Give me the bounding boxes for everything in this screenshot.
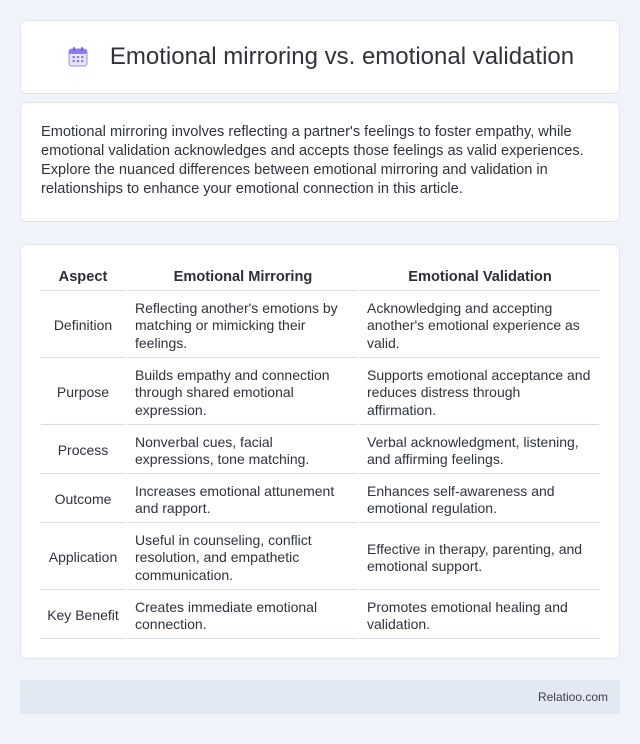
page-title: Emotional mirroring vs. emotional validation: [109, 43, 575, 70]
intro-paragraph: Emotional mirroring involves reflecting a partner's feelings to foster empathy, while emotional validation acknowledges and accepts those feelings as valid experiences. Explore the nuanced differences between emotional mirroring and validation in relationships to enhance your emotional connection in this article.: [41, 124, 584, 197]
title-card: [20, 20, 620, 94]
comparison-card: [20, 244, 620, 659]
table-row: [41, 358, 599, 425]
table-row: [41, 291, 599, 358]
aspect-cell: Purpose: [41, 358, 125, 425]
validation-cell: Enhances self-awareness and emotional regulation.: [357, 474, 599, 523]
table-row: [41, 474, 599, 523]
aspect-cell: Application: [41, 523, 125, 590]
table-row: [41, 425, 599, 474]
table-header-row: [41, 263, 599, 291]
mirroring-cell: Increases emotional attunement and rapport.: [125, 474, 357, 523]
calendar-icon: [66, 45, 90, 69]
comparison-table: [41, 263, 599, 639]
mirroring-cell: Builds empathy and connection through shared emotional expression.: [125, 358, 357, 425]
table-row: [41, 590, 599, 639]
table-row: [41, 523, 599, 590]
validation-cell: Promotes emotional healing and validation.: [357, 590, 599, 639]
aspect-cell: Outcome: [41, 474, 125, 523]
intro-card: [20, 102, 620, 222]
aspect-cell: Process: [41, 425, 125, 474]
mirroring-cell: Creates immediate emotional connection.: [125, 590, 357, 639]
mirroring-cell: Reflecting another's emotions by matching or mimicking their feelings.: [125, 291, 357, 358]
mirroring-cell: Nonverbal cues, facial expressions, tone matching.: [125, 425, 357, 474]
mirroring-cell: Useful in counseling, conflict resolution, and empathetic communication.: [125, 523, 357, 590]
header-aspect: Aspect: [41, 263, 125, 291]
validation-cell: Supports emotional acceptance and reduces distress through affirmation.: [357, 358, 599, 425]
aspect-cell: Key Benefit: [41, 590, 125, 639]
validation-cell: Effective in therapy, parenting, and emotional support.: [357, 523, 599, 590]
header-mirroring: Emotional Mirroring: [125, 263, 357, 291]
footer: [20, 680, 620, 714]
validation-cell: Verbal acknowledgment, listening, and affirming feelings.: [357, 425, 599, 474]
header-validation: Emotional Validation: [357, 263, 599, 291]
validation-cell: Acknowledging and accepting another's emotional experience as valid.: [357, 291, 599, 358]
aspect-cell: Definition: [41, 291, 125, 358]
footer-brand[interactable]: Relatioo.com: [537, 690, 608, 704]
